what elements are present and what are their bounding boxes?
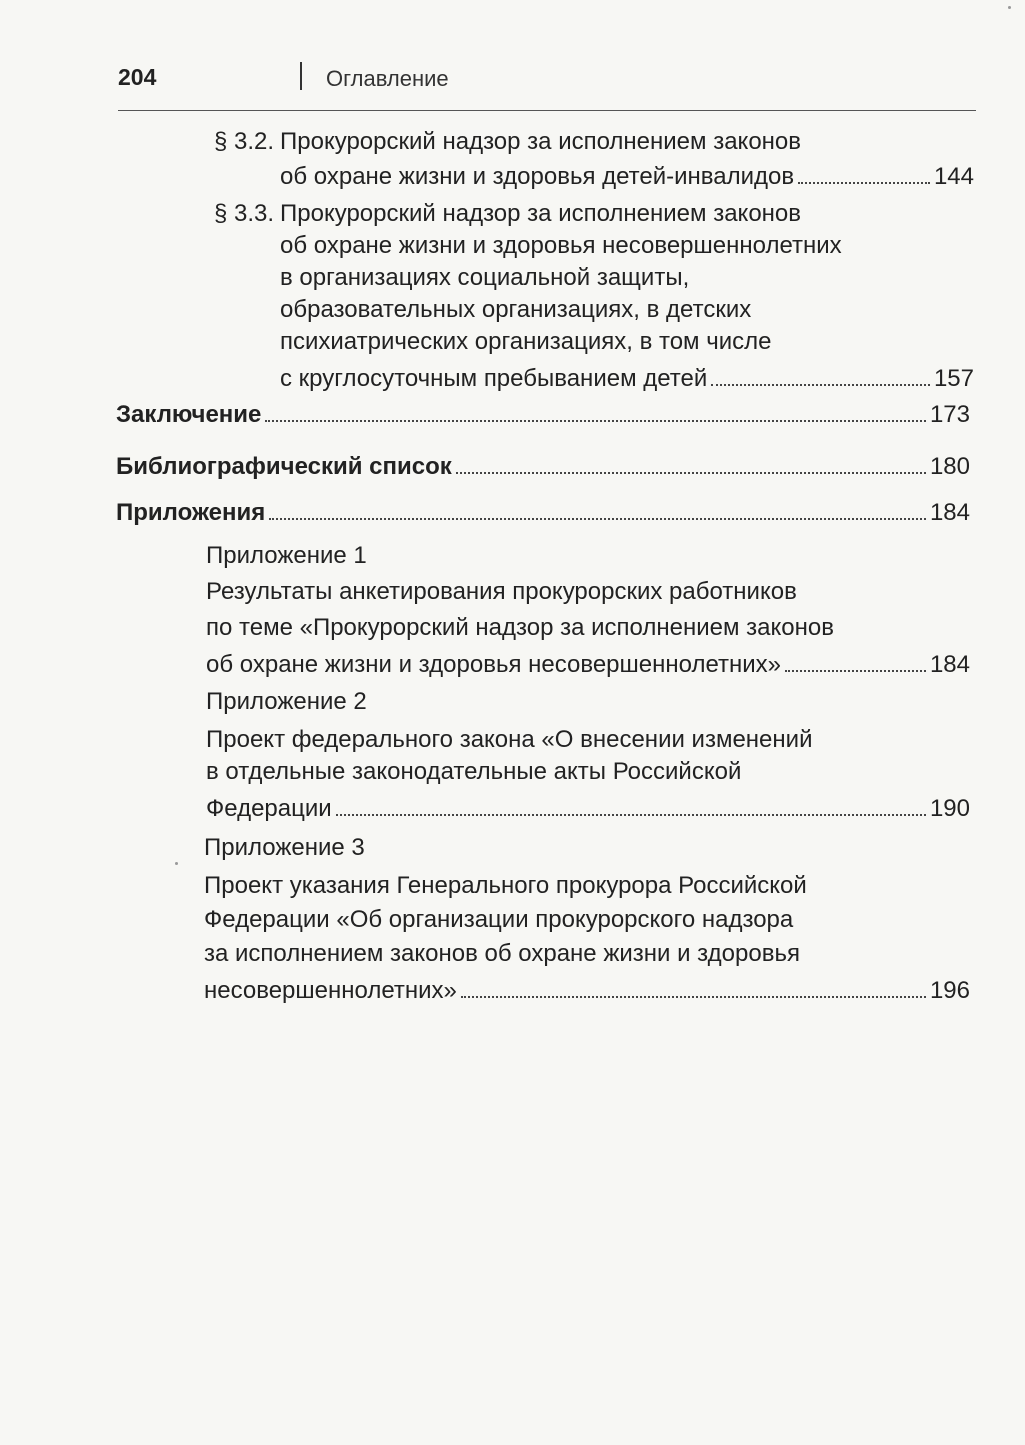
toc-entry-conclusion[interactable]	[116, 396, 970, 428]
toc-entry-bibliography-page: 180	[929, 453, 970, 480]
toc-entry-3-2-title-line: об охране жизни и здоровья детей-инвалидов	[280, 163, 795, 190]
toc-appendix-2-title-line: в отдельные законодательные акты Российской	[206, 758, 742, 785]
toc-entry-3-3-title-line: образовательных организациях, в детских	[280, 296, 752, 323]
toc-appendix-1-title-line: об охране жизни и здоровья несовершеннолетних»	[206, 651, 781, 678]
page-header	[118, 62, 976, 106]
running-title: Оглавление	[326, 66, 449, 91]
toc-appendix-2[interactable]	[206, 790, 970, 822]
toc-entry-appendices[interactable]	[116, 494, 970, 526]
toc-appendix-2-label: Приложение 2	[206, 688, 367, 715]
header-separator	[300, 62, 302, 90]
dot-leader	[269, 494, 926, 520]
print-speck	[1008, 6, 1011, 9]
toc-appendix-1-page: 184	[929, 651, 970, 678]
toc-entry-3-3-title-line: об охране жизни и здоровья несовершеннолетних	[280, 232, 842, 259]
print-speck	[175, 862, 178, 865]
dot-leader	[456, 448, 926, 474]
toc-entry-3-3-label: § 3.3.	[214, 200, 275, 227]
toc-appendix-3-title-line: Проект указания Генерального прокурора Российской	[204, 872, 807, 899]
toc-appendix-3-title-line: Федерации «Об организации прокурорского надзора	[204, 906, 794, 933]
toc-entry-3-2[interactable]	[280, 158, 974, 190]
dot-leader	[711, 360, 930, 386]
toc-entry-3-3-title-line: психиатрических организациях, в том числе	[280, 328, 772, 355]
toc-appendix-1[interactable]	[206, 646, 970, 678]
toc-entry-3-2-title-line: Прокурорский надзор за исполнением законов	[280, 128, 802, 155]
toc-entry-conclusion-title: Заключение	[116, 401, 262, 428]
dot-leader	[798, 158, 930, 184]
toc-entry-3-3-page: 157	[933, 365, 974, 392]
toc-appendix-3-title-line: за исполнением законов об охране жизни и здоровья	[204, 940, 800, 967]
toc-appendix-2-page: 190	[929, 795, 970, 822]
toc-entry-3-2-label: § 3.2.	[214, 128, 275, 155]
toc-appendix-3[interactable]	[204, 972, 970, 1004]
dot-leader	[461, 972, 926, 998]
page-number: 204	[118, 64, 157, 90]
toc-entry-bibliography[interactable]	[116, 448, 970, 480]
toc-appendix-3-page: 196	[929, 977, 970, 1004]
toc-entry-3-3-title-line: в организациях социальной защиты,	[280, 264, 690, 291]
dot-leader	[785, 646, 926, 672]
toc-appendix-3-label: Приложение 3	[204, 834, 365, 861]
toc-appendix-2-title-line: Федерации	[206, 795, 332, 822]
dot-leader	[265, 396, 926, 422]
toc-appendix-1-title-line: по теме «Прокурорский надзор за исполнением законов	[206, 614, 834, 641]
toc-entry-appendices-title: Приложения	[116, 499, 266, 526]
dot-leader	[336, 790, 926, 816]
toc-appendix-1-title-line: Результаты анкетирования прокурорских работников	[206, 578, 797, 605]
toc-entry-appendices-page: 184	[929, 499, 970, 526]
toc-entry-bibliography-title: Библиографический список	[116, 453, 452, 480]
toc-entry-3-3-title-line: Прокурорский надзор за исполнением законов	[280, 200, 802, 227]
toc-appendix-3-title-line: несовершеннолетних»	[204, 977, 457, 1004]
header-rule	[118, 110, 976, 111]
toc-entry-conclusion-page: 173	[929, 401, 970, 428]
toc-entry-3-2-page: 144	[933, 163, 974, 190]
toc-entry-3-3[interactable]	[280, 360, 974, 392]
toc-appendix-2-title-line: Проект федерального закона «О внесении изменений	[206, 726, 813, 753]
toc-appendix-1-label: Приложение 1	[206, 542, 367, 569]
toc-entry-3-3-title-line: с круглосуточным пребыванием детей	[280, 365, 708, 392]
